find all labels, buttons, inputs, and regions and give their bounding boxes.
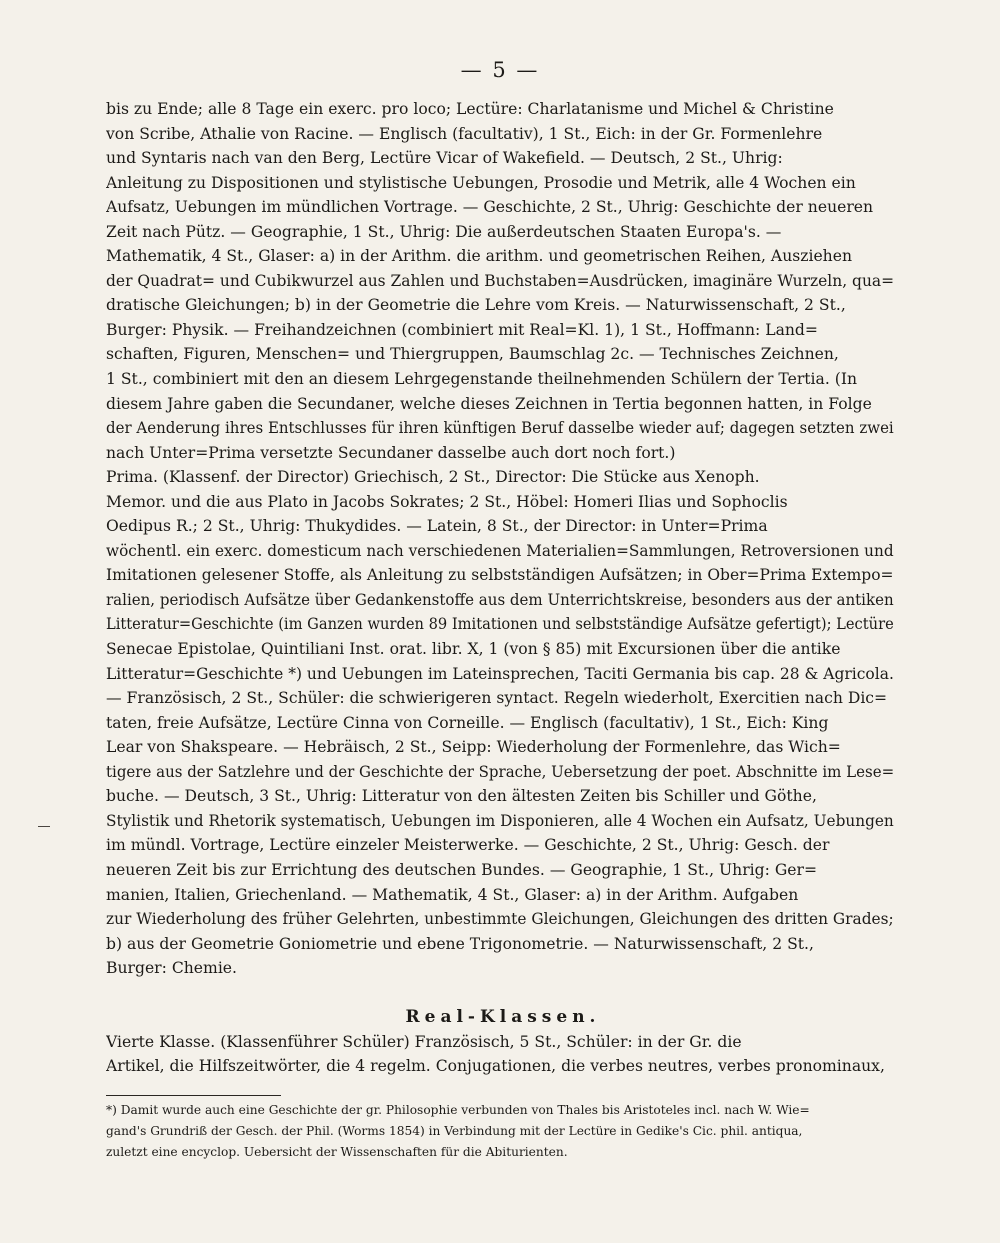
text-line: manien, Italien, Griechenland. — Mathematik, 4 St., Glaser: a) in der Arithm. Aufgaben <box>106 885 799 904</box>
margin-mark <box>38 826 50 827</box>
text-line: Artikel, die Hilfszeitwörter, die 4 regelm. Conjugationen, die verbes neutres, verbes pronominaux, <box>106 1057 885 1076</box>
text-line: Imitationen gelesener Stoffe, als Anleitung zu selbstständigen Aufsätzen; in Ober=Prima Extempo= <box>106 566 894 585</box>
text-line: Prima. (Klassenf. der Director) Griechisch, 2 St., Director: Die Stücke aus Xenoph. <box>106 468 760 487</box>
text-line: von Scribe, Athalie von Racine. — Englisch (facultativ), 1 St., Eich: in der Gr. Formenlehre <box>106 124 823 143</box>
text-line: Senecae Epistolae, Quintiliani Inst. orat. libr. X, 1 (von § 85) mit Excursionen über die antike <box>106 640 841 659</box>
text-line: buche. — Deutsch, 3 St., Uhrig: Litteratur von den ältesten Zeiten bis Schiller und Göthe, <box>106 787 817 806</box>
text-line: nach Unter=Prima versetzte Secundaner dasselbe auch dort noch fort.) <box>106 443 676 462</box>
text-line: tigere aus der Satzlehre und der Geschichte der Sprache, Uebersetzung der poet. Abschnitte im Lese= <box>106 762 894 781</box>
text-line: schaften, Figuren, Menschen= und Thiergruppen, Baumschlag 2c. — Technisches Zeichnen, <box>106 345 839 364</box>
text-line: 1 St., combiniert mit den an diesem Lehrgegenstande theilnehmenden Schülern der Tertia. (In <box>106 370 858 389</box>
text-line: Aufsatz, Uebungen im mündlichen Vortrage. — Geschichte, 2 St., Uhrig: Geschichte der neueren <box>106 198 874 217</box>
text-line: Stylistik und Rhetorik systematisch, Uebungen im Disponieren, alle 4 Wochen ein Aufsatz, Uebungen <box>106 811 894 830</box>
text-line: der Aenderung ihres Entschlusses für ihren künftigen Beruf dasselbe wieder auf; dagegen setzten zwei <box>106 419 894 438</box>
text-line: Vierte Klasse. (Klassenführer Schüler) Französisch, 5 St., Schüler: in der Gr. die <box>106 1032 742 1051</box>
text-line: b) aus der Geometrie Goniometrie und ebene Trigonometrie. — Naturwissenschaft, 2 St., <box>106 934 814 953</box>
main-text-block <box>106 97 894 1079</box>
footnote-line: gand's Grundriß der Gesch. der Phil. (Worms 1854) in Verbindung mit der Lectüre in Gedike's Cic. phil. antiqua, <box>106 1124 803 1138</box>
text-line: Litteratur=Geschichte *) und Uebungen im Lateinsprechen, Taciti Germania bis cap. 28 & Agricola. <box>106 664 894 683</box>
footnote-block <box>106 1100 894 1163</box>
text-line: Anleitung zu Dispositionen und stylistische Uebungen, Prosodie und Metrik, alle 4 Wochen ein <box>106 173 856 192</box>
text-line: Litteratur=Geschichte (im Ganzen wurden 89 Imitationen und selbstständige Aufsätze gefertigt); Lectüre <box>106 615 894 634</box>
text-line: Burger: Chemie. <box>106 959 237 978</box>
page-number: — 5 — <box>460 58 540 82</box>
text-line: wöchentl. ein exerc. domesticum nach verschiedenen Materialien=Sammlungen, Retroversionen und <box>106 541 894 560</box>
text-line: der Quadrat= und Cubikwurzel aus Zahlen und Buchstaben=Ausdrücken, imaginäre Wurzeln, qua= <box>106 271 894 290</box>
text-line: diesem Jahre gaben die Secundaner, welche dieses Zeichnen in Tertia begonnen hatten, in Folge <box>106 394 872 413</box>
footnote-line: zuletzt eine encyclop. Uebersicht der Wissenschaften für die Abiturienten. <box>106 1145 568 1159</box>
text-line: Memor. und die aus Plato in Jacobs Sokrates; 2 St., Höbel: Homeri Ilias und Sophoclis <box>106 492 788 511</box>
text-line: im mündl. Vortrage, Lectüre einzeler Meisterwerke. — Geschichte, 2 St., Uhrig: Gesch. der <box>106 836 830 855</box>
section-heading: Real-Klassen. <box>405 1007 601 1028</box>
text-line: Lear von Shakspeare. — Hebräisch, 2 St., Seipp: Wiederholung der Formenlehre, das Wich= <box>106 738 841 757</box>
text-line: — Französisch, 2 St., Schüler: die schwierigeren syntact. Regeln wiederholt, Exercitien nach Dic= <box>106 689 888 708</box>
footnote-divider <box>106 1095 281 1096</box>
text-line: neueren Zeit bis zur Errichtung des deutschen Bundes. — Geographie, 1 St., Uhrig: Ger= <box>106 860 818 879</box>
text-line: Zeit nach Pütz. — Geographie, 1 St., Uhrig: Die außerdeutschen Staaten Europa's. — <box>106 222 782 241</box>
section-spacer <box>106 981 894 1006</box>
text-line: zur Wiederholung des früher Gelehrten, unbestimmte Gleichungen, Gleichungen des dritten Grades; <box>106 910 894 929</box>
text-line: Oedipus R.; 2 St., Uhrig: Thukydides. — Latein, 8 St., der Director: in Unter=Prima <box>106 517 768 536</box>
text-line: Burger: Physik. — Freihandzeichnen (combiniert mit Real=Kl. 1), 1 St., Hoffmann: Land= <box>106 320 818 339</box>
text-line: taten, freie Aufsätze, Lectüre Cinna von Corneille. — Englisch (facultativ), 1 St., Eich: King <box>106 713 829 732</box>
footnote-line: *) Damit wurde auch eine Geschichte der gr. Philosophie verbunden von Thales bis Aristoteles incl. nach W. Wie= <box>106 1103 810 1117</box>
text-line: Mathematik, 4 St., Glaser: a) in der Arithm. die arithm. und geometrischen Reihen, Ausziehen <box>106 247 852 266</box>
text-line: bis zu Ende; alle 8 Tage ein exerc. pro loco; Lectüre: Charlatanisme und Michel & Christine <box>106 100 834 118</box>
text-line: ralien, periodisch Aufsätze über Gedankenstoffe aus dem Unterrichtskreise, besonders aus der antiken <box>106 590 894 609</box>
text-line: dratische Gleichungen; b) in der Geometrie die Lehre vom Kreis. — Naturwissenschaft, 2 St., <box>106 296 846 315</box>
text-line: und Syntaris nach van den Berg, Lectüre Vicar of Wakefield. — Deutsch, 2 St., Uhrig: <box>106 149 783 168</box>
